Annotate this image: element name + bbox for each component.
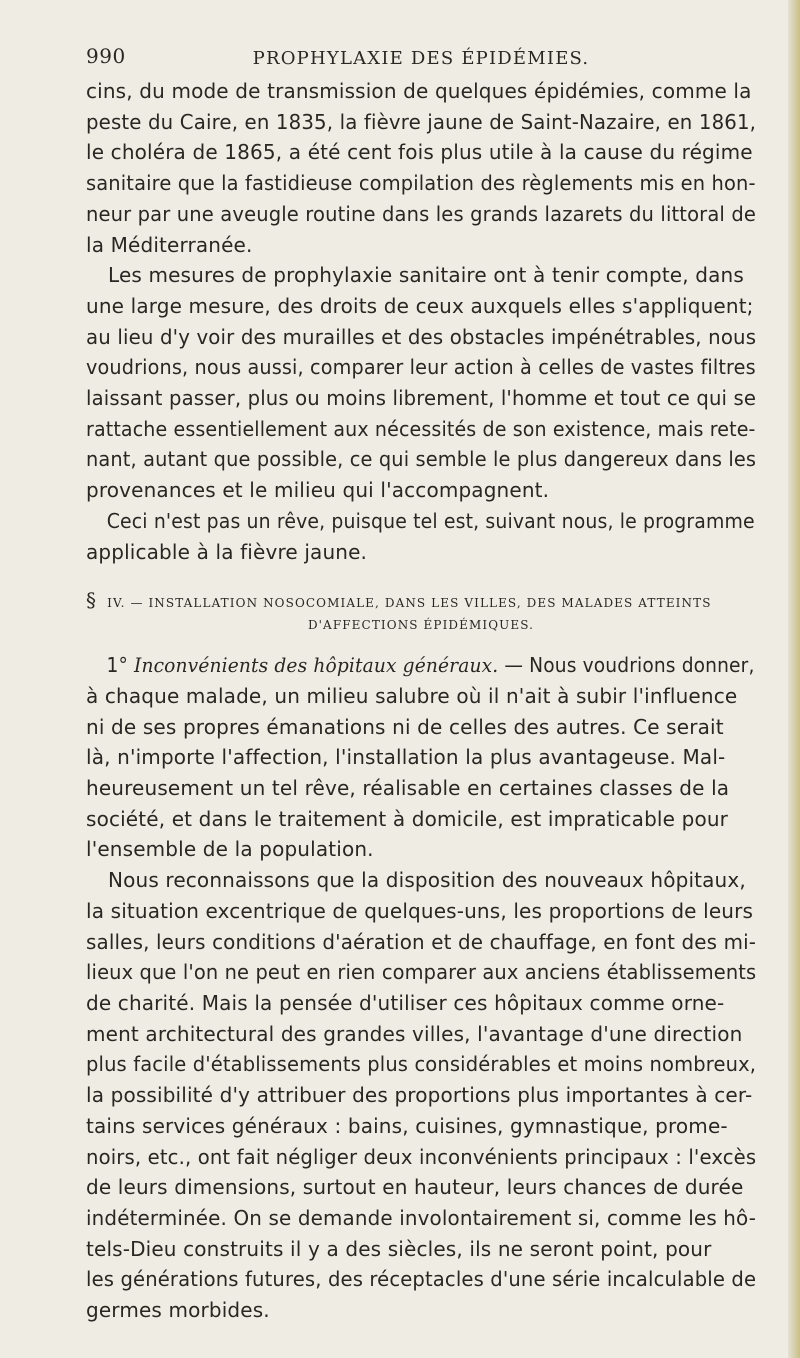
section-title-line-2: D'AFFECTIONS ÉPIDÉMIQUES.	[307, 618, 535, 633]
text-line: Nous reconnaissons que la disposition des nouveaux hôpitaux,	[108, 868, 746, 893]
text-line: tels-Dieu construits il y a des siècles, ils ne seront point, pour	[86, 1236, 712, 1261]
text-line: société, et dans le traitement à domicile, est impraticable pour	[86, 806, 729, 831]
book-page	[86, 44, 756, 1326]
paragraph-2	[86, 260, 756, 506]
text-line: laissant passer, plus ou moins librement, l'homme et tout ce qui se	[86, 386, 757, 411]
text-line: sanitaire que la fastidieuse compilation des règlements mis en hon-	[86, 171, 756, 196]
paragraph-1	[86, 76, 756, 260]
text-line: à chaque malade, un milieu salubre où il n'ait à subir l'influence	[86, 683, 738, 708]
running-title: PROPHYLAXIE DES ÉPIDÉMIES.	[252, 48, 590, 69]
text-line: les générations futures, des réceptacles d'une série incalculable de	[86, 1267, 757, 1292]
section-title-line-1: IV. — INSTALLATION NOSOCOMIALE, DANS LES VILLES, DES MALADES ATTEINTS	[107, 596, 712, 611]
text-line: Les mesures de prophylaxie sanitaire ont à tenir compte, dans	[108, 263, 744, 288]
text-line: cins, du mode de transmission de quelques épidémies, comme la	[86, 79, 752, 103]
section-heading	[86, 589, 756, 636]
section-mark: §	[86, 588, 98, 613]
text-line: applicable à la fièvre jaune.	[86, 539, 368, 564]
text-line: nant, autant que possible, ce qui semble le plus dangereux dans les	[86, 447, 757, 472]
text-line: plus facile d'établissements plus considérables et moins nombreux,	[86, 1052, 757, 1077]
text-line: le choléra de 1865, a été cent fois plus utile à la cause du régime	[86, 140, 753, 165]
text-line: la Méditerranée.	[86, 232, 253, 257]
text-line: voudrions, nous aussi, comparer leur action à celles de vastes filtres	[86, 355, 756, 380]
text-line: germes morbides.	[86, 1298, 270, 1323]
text-line: tains services généraux : bains, cuisines, gymnastique, prome-	[86, 1113, 728, 1138]
text-line: Ceci n'est pas un rêve, puisque tel est, suivant nous, le programme	[106, 508, 755, 533]
text-line: heureusement un tel rêve, réalisable en certaines classes de la	[86, 776, 730, 801]
page-number: 990	[86, 44, 126, 68]
text-line: rattache essentiellement aux nécessités de son existence, mais rete-	[86, 416, 756, 441]
text-line: salles, leurs conditions d'aération et de chauffage, en font des mi-	[86, 929, 757, 954]
paragraph-3	[86, 506, 756, 567]
text-line: au lieu d'y voir des murailles et des obstacles impénétrables, nous	[86, 324, 757, 349]
subsection-title: Inconvénients des hôpitaux généraux.	[133, 653, 499, 678]
subsection-number: 1°	[106, 653, 128, 678]
text-line: provenances et le milieu qui l'accompagnent.	[86, 478, 550, 503]
text-line: la possibilité d'y attribuer des proportions plus importantes à cer-	[86, 1083, 753, 1108]
text-line: l'ensemble de la population.	[86, 837, 374, 862]
text-line: une large mesure, des droits de ceux auxquels elles s'appliquent;	[86, 293, 754, 318]
text-line: lieux que l'on ne peut en rien comparer aux anciens établissements	[86, 960, 757, 985]
text-line: neur par une aveugle routine dans les grands lazarets du littoral de	[86, 201, 757, 226]
page-header	[86, 44, 756, 74]
paragraph-4	[86, 650, 756, 865]
text-line: ment architectural des grandes villes, l'avantage d'une direction	[86, 1021, 743, 1046]
text-line: — Nous voudrions donner,	[498, 653, 755, 678]
text-line: indéterminée. On se demande involontairement si, comme les hô-	[86, 1205, 757, 1230]
paragraph-5	[86, 865, 756, 1326]
page-edge	[788, 0, 800, 1358]
text-line: là, n'importe l'affection, l'installation la plus avantageuse. Mal-	[86, 745, 726, 770]
text-line: ni de ses propres émanations ni de celles des autres. Ce serait	[86, 714, 724, 739]
text-line: de leurs dimensions, surtout en hauteur, leurs chances de durée	[86, 1175, 744, 1200]
text-line: peste du Caire, en 1835, la fièvre jaune de Saint-Nazaire, en 1861,	[86, 109, 757, 134]
text-line: noirs, etc., ont fait négliger deux inconvénients principaux : l'excès	[86, 1144, 757, 1169]
text-line: de charité. Mais la pensée d'utiliser ces hôpitaux comme orne-	[86, 990, 725, 1015]
text-line: la situation excentrique de quelques-uns, les proportions de leurs	[86, 898, 754, 923]
